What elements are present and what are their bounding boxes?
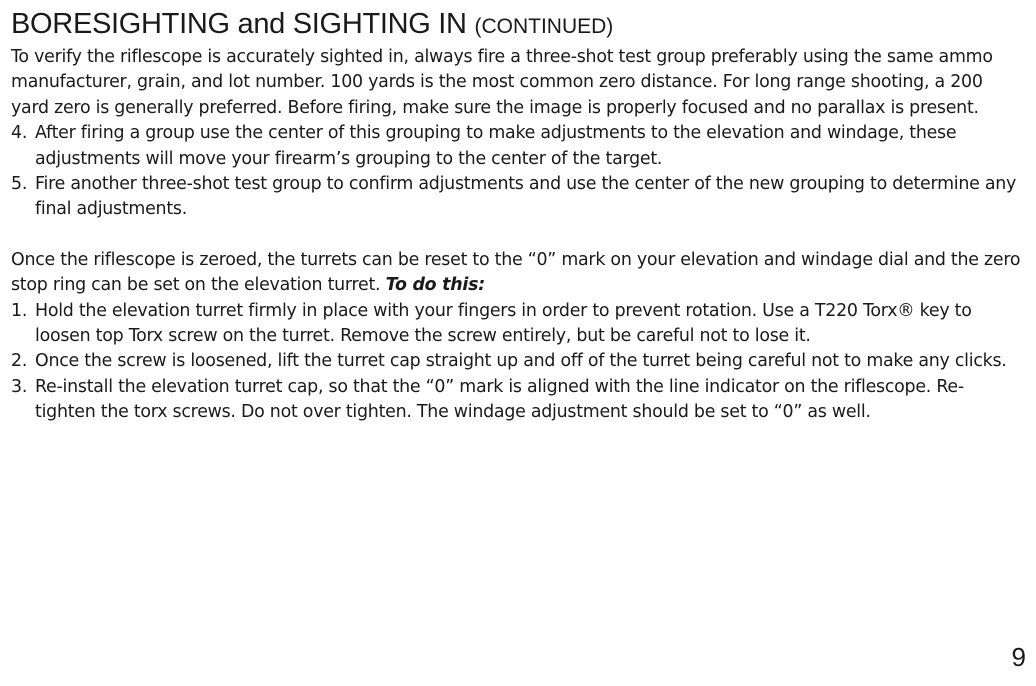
list-item-text: Re-install the elevation turret cap, so that the “0” mark is aligned with the line indicator on the riflescope. Re-tighten the torx screws. Do not over tighten. The windage adjustment should be set to “0” as well. bbox=[35, 376, 964, 423]
list-item-number: 3. bbox=[11, 376, 28, 397]
spacer bbox=[11, 223, 1021, 248]
list-item bbox=[11, 349, 1021, 374]
list-item-number: 1. bbox=[11, 300, 28, 321]
title-suffix: (CONTINUED) bbox=[474, 15, 614, 38]
steps-list-b bbox=[11, 299, 1021, 426]
list-item-number: 4. bbox=[11, 123, 28, 144]
intro-paragraph: To verify the riflescope is accurately sighted in, always fire a three-shot test group preferably using the same ammo manufacturer, grain, and lot number. 100 yards is the most common zero distance. For long range shooting, a 200 yard zero is generally preferred. Before firing, make sure the image is properly focused and no parallax is present. bbox=[11, 47, 993, 118]
to-do-this-label: To do this: bbox=[385, 275, 485, 296]
document-page bbox=[11, 6, 1021, 426]
list-item-number: 2. bbox=[11, 351, 28, 372]
list-item-text: Hold the elevation turret firmly in place with your fingers in order to prevent rotation. Use a T220 Torx® key to loosen top Torx screw on the turret. Remove the screw entirely, but be careful not to lose it. bbox=[35, 300, 972, 347]
page-title bbox=[11, 6, 1021, 45]
list-item-text: Fire another three-shot test group to confirm adjustments and use the center of the new grouping to determine any final adjustments. bbox=[35, 174, 1017, 220]
list-item-number: 5. bbox=[11, 174, 28, 195]
list-item-text: After firing a group use the center of this grouping to make adjustments to the elevation and windage, these adjustments will move your firearm’s grouping to the center of the target. bbox=[35, 123, 957, 169]
zero-paragraph bbox=[11, 248, 1021, 299]
list-item-text: Once the screw is loosened, lift the turret cap straight up and off of the turret being careful not to make any clicks. bbox=[35, 351, 1007, 372]
title-main: BORESIGHTING and SIGHTING IN bbox=[11, 8, 467, 40]
list-item bbox=[11, 172, 1021, 223]
steps-list-a bbox=[11, 121, 1021, 223]
list-item bbox=[11, 299, 1021, 350]
zero-paragraph-text: Once the riflescope is zeroed, the turrets can be reset to the “0” mark on your elevation and windage dial and the zero stop ring can be set on the elevation turret. bbox=[11, 249, 1021, 296]
page-number: 9 bbox=[1011, 642, 1026, 672]
list-item bbox=[11, 121, 1021, 172]
list-item bbox=[11, 375, 1021, 426]
